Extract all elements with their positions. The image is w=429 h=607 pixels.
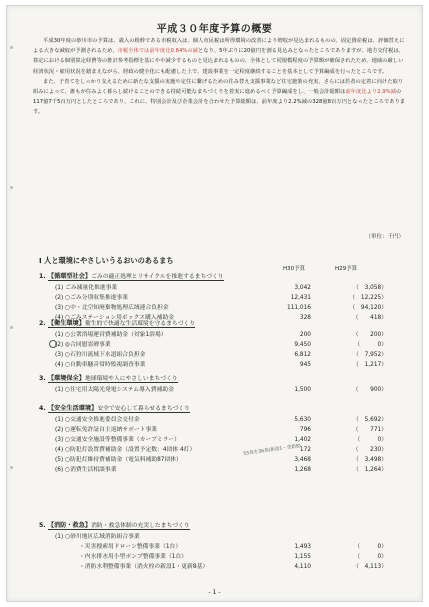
unit-label: （単位：千円） (365, 234, 404, 240)
section-title: 安全で安心して暮らせるまちづくり (97, 406, 190, 412)
budget-item-label: (2) ○ごみ分別収集推進事業 (55, 295, 129, 301)
budget-h29-value: （ 1,264） (353, 467, 387, 473)
budget-item-label: (4) ○自動車騒音常時監視調査事業 (55, 362, 146, 368)
budget-h29-value: （ 230） (352, 447, 387, 453)
section-category: 【安全生活環境】 (47, 405, 98, 412)
page-number: - 1 - (208, 589, 221, 596)
section-category: 【消防・救急】 (47, 522, 92, 529)
budget-h30-value: 1,155 (294, 554, 311, 560)
section-heading (39, 374, 178, 383)
budget-h29-value: （ 7,952） (353, 352, 387, 358)
budget-h29-value: （ 0） (354, 437, 387, 443)
budget-item-label: (1) ごみ減量化推進事業 (55, 285, 118, 291)
budget-item-label: (1) ○交通安全推進委員会交付金 (55, 417, 140, 423)
budget-item-label: (4) ○防犯灯設置費補助金（設置予定数：4団体 4灯） (55, 447, 196, 453)
budget-h30-value: 1,500 (294, 387, 311, 393)
budget-item-label: (1) ○砂川地区広域消防組合事業 (55, 534, 140, 540)
budget-item-label: (5) ○防犯灯維持費補助金（電気料補助87団体） (55, 457, 182, 463)
section-heading (39, 521, 190, 530)
budget-h29-value: （ 3,058） (353, 285, 387, 291)
section-heading (39, 319, 195, 328)
budget-h30-value: 1,402 (294, 437, 311, 443)
intro-paragraph (33, 77, 407, 118)
section-title: ごみの適正処理とリサイクルを推進するまちづくり (91, 274, 224, 280)
section-number: 3. (39, 375, 48, 382)
section-number: 1. (39, 273, 48, 280)
budget-h29-value: （ 771） (352, 427, 387, 433)
budget-h30-value: 328 (299, 315, 311, 321)
budget-h30-value: 1,268 (294, 467, 311, 473)
section-number: 5. (39, 522, 48, 529)
col-header-h30: H30予算 (283, 266, 306, 272)
budget-h30-value: 6,812 (294, 352, 311, 358)
budget-item-label: ・災害捜索用ドローン整備事業（1台） (79, 544, 182, 550)
highlighted-text: 市税全体では前年度比0.64%の減 (117, 48, 198, 55)
section-number: 4. (39, 405, 48, 412)
budget-item-label: (2) ○運転免許証自主返納サポート事業 (55, 427, 158, 433)
budget-item-label: (3) ○交通安全施設等整備事業（カーブミラー） (55, 437, 180, 443)
budget-h29-value: （ 94,120） (349, 305, 387, 311)
budget-item-label: (1) ○公衆浴場運営費補助金（対象1浴場） (55, 332, 167, 338)
section-category: 【環境保全】 (47, 375, 85, 382)
handwritten-note: 55基を36基(新設1・更新8) (243, 443, 302, 457)
budget-h29-value: （ 0） (354, 342, 387, 348)
section-title: 地球環境や人にやさしいまちづくり (84, 376, 178, 382)
section-number: 2. (39, 320, 48, 327)
section-category: 【衛生環境】 (47, 320, 85, 327)
budget-h30-value: 172 (299, 447, 311, 453)
budget-item-label: (2) ◎合同慰霊碑事業 (55, 342, 111, 348)
budget-h30-value: 4,110 (294, 564, 311, 570)
intro-text-segment: 平成30年度の砂川市の予算は、歳入の根幹である市税収入は、個人市民税は所得環境の改善により増収が見込まれるものの、固定資産税は、評価替えによる大きな減収が予測されるため、 (33, 38, 405, 55)
budget-item-label: ・内水排水用小型ポンプ整備事業（1台） (79, 554, 188, 560)
budget-h30-value: 12,431 (290, 295, 311, 301)
budget-h30-value: 9,450 (294, 342, 311, 348)
budget-h29-value: （ 200） (352, 332, 387, 338)
budget-h30-value: 1,493 (294, 544, 311, 550)
budget-h29-value: （ 1,217） (353, 362, 387, 368)
intro-text-segment: となり、5年ぶりに20億円を割る見込みとなったところでありますが、地方交付税は、算定における個別算定経費等の推計参考指標を基にやや減少するものと見込まれるものの、全体として同規模程度の予算額が確保されたため、地域の厳しい経済状況・雇用状況を踏まえながら、財政の健全化にも配慮した上で、建設事業を一定程度継続することを基本として予算編成を行ったところです。 (33, 48, 404, 75)
budget-h29-value: （ 4,113） (353, 564, 387, 570)
col-header-h29: H29予算 (335, 266, 358, 272)
budget-h29-value: （ 0） (354, 544, 387, 550)
budget-h29-value: （ 0） (354, 554, 387, 560)
section-title: 消防・救急体制の充実したまちづくり (91, 523, 190, 529)
budget-h30-value: 3,468 (294, 457, 311, 463)
budget-h30-value: 945 (299, 362, 311, 368)
budget-h29-value: （ 3,498） (353, 457, 387, 463)
budget-h30-value: 796 (299, 427, 311, 433)
section-heading (39, 272, 224, 281)
document-page (6, 5, 423, 602)
highlighted-text: 前年度比より2.9%減 (345, 89, 396, 96)
section-category: 【循環型社会】 (47, 273, 92, 280)
budget-h30-value: 200 (299, 332, 311, 338)
budget-item-label: (6) ○消費生活相談事業 (55, 467, 117, 473)
budget-h29-value: （ 5,692） (353, 417, 387, 423)
budget-item-label: (3) ○石狩川流域下水道組合負担金 (55, 352, 146, 358)
intro-text (33, 36, 407, 118)
page-title: 平成３０年度予算の概要 (156, 24, 273, 35)
section-title: 衛生的で快適な生活環境を守るまちづくり (84, 321, 196, 327)
main-heading: Ⅰ 人と環境にやさしいうるおいのあるまち (39, 256, 174, 265)
budget-item-label: (1) ○住宅用太陽光発電システム導入費補助金 (55, 387, 174, 393)
section-heading (39, 404, 190, 413)
budget-item-label: (4) ○ごみステーション用ボックス購入補助金 (55, 315, 175, 321)
budget-h30-value: 5,630 (294, 417, 311, 423)
intro-text-segment: の117億7千5百万円としたところであり、これに、特別会計及び企業会計を合わせた予算総額は、前年度より2.2%減の328億8百万円となったところであります。 (33, 89, 406, 116)
budget-h30-value: 3,042 (294, 285, 311, 291)
budget-item-label: (3) ○中・北空知廃棄物処理広域連合負担金 (55, 305, 169, 311)
budget-h30-value: 111,016 (287, 305, 311, 311)
budget-item-label: ・消防水利整備事業（消火栓の新設1・更新8基） (79, 564, 209, 570)
budget-h29-value: （ 418） (352, 315, 387, 321)
budget-h29-value: （ 12,225） (349, 295, 387, 301)
budget-h29-value: （ 900） (352, 387, 387, 393)
intro-paragraph (33, 36, 407, 77)
intro-text-segment: また、子育てをしっかり支えるために新たな支援の実施や定住に繋げるための住み替え支援事業など住宅施策の充実、さらには若者の定着に向けた取り組みによって、誰もが住みよく暮らし続けることのできる持続可能なまちづくりを着実に進めるべく予算編成をし、一般会計総額は (33, 78, 404, 96)
